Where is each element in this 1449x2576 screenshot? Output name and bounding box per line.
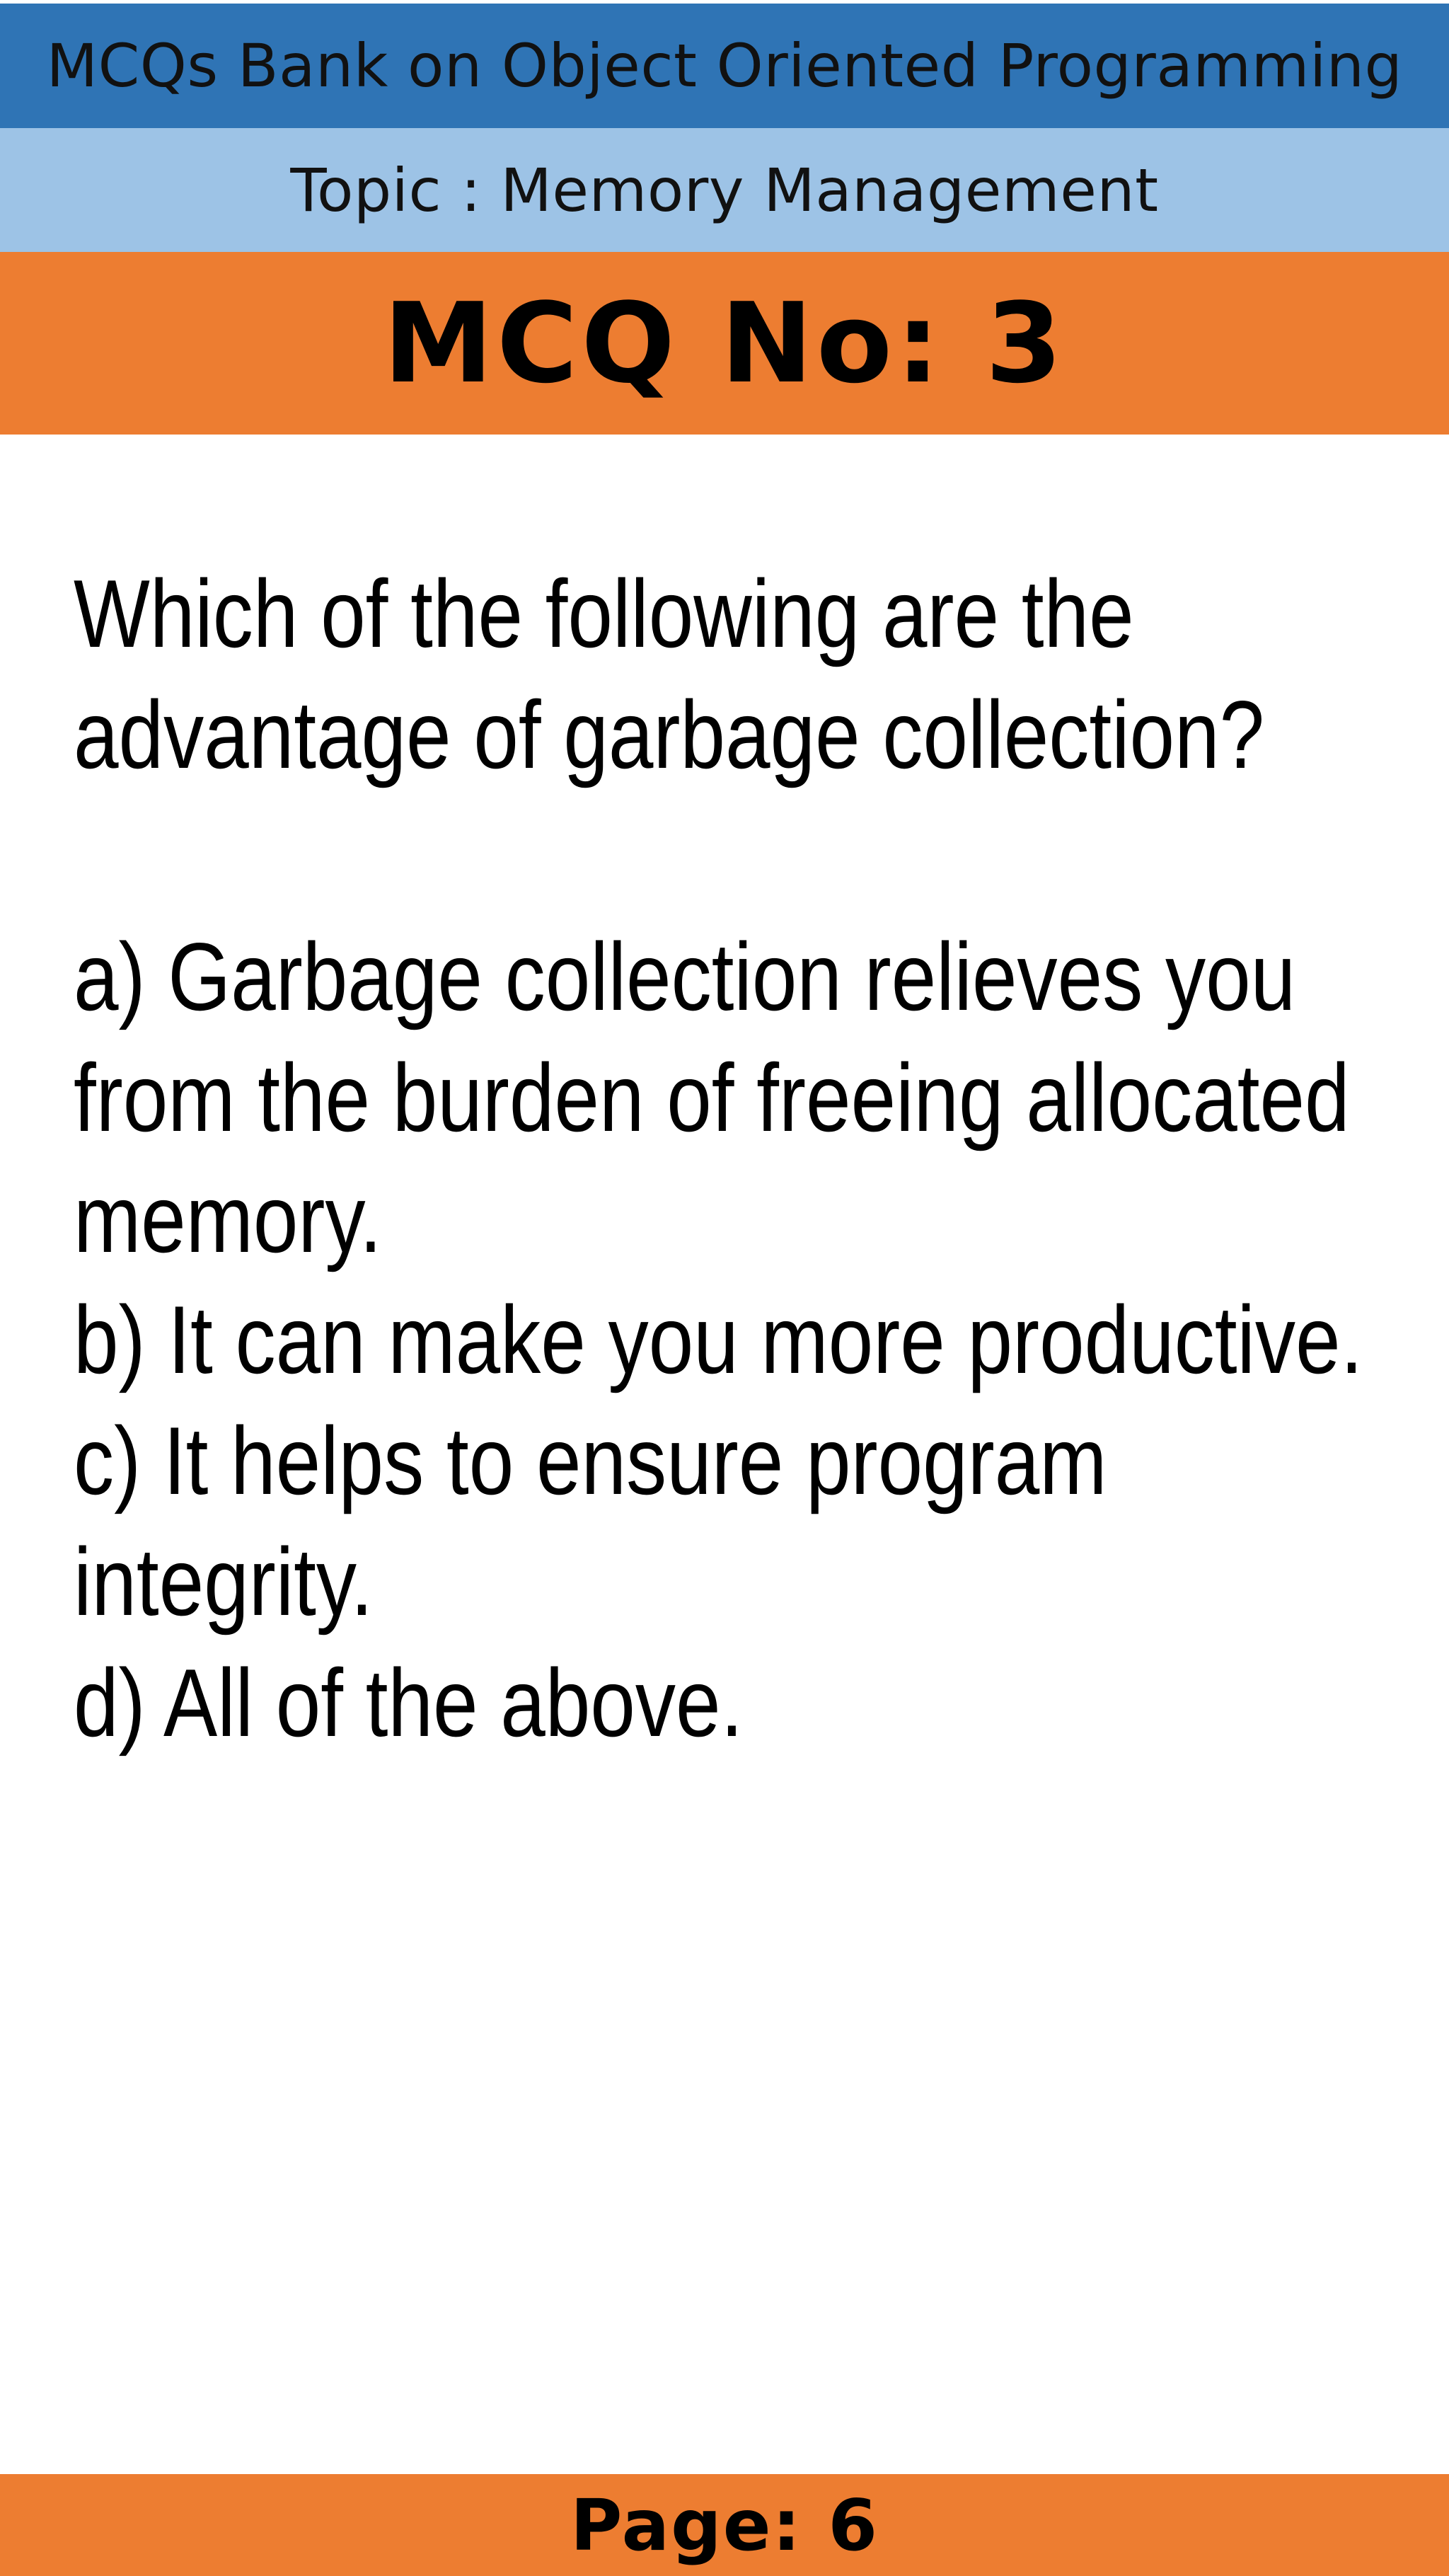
option-c-line-1: c) It helps to ensure program (74, 1407, 1107, 1514)
mcq-number: MCQ No: 3 (383, 279, 1066, 408)
option-d: d) All of the above. (74, 1649, 744, 1756)
option-a-line-1: a) Garbage collection relieves you (74, 923, 1296, 1030)
topic-title: Topic : Memory Management (290, 155, 1159, 225)
topic-banner (0, 128, 1449, 252)
mcq-number-banner (0, 252, 1449, 435)
question-line-1: Which of the following are the (74, 560, 1134, 667)
page-number: Page: 6 (570, 2483, 879, 2567)
page-footer-banner (0, 2474, 1449, 2576)
option-a-line-3: memory. (74, 1165, 382, 1272)
option-b: b) It can make you more productive. (74, 1286, 1363, 1393)
question-options-spacing (74, 795, 1215, 916)
question-line-2: advantage of garbage collection? (74, 681, 1265, 788)
option-a-line-2: from the burden of freeing allocated (74, 1044, 1350, 1151)
course-title: MCQs Bank on Object Oriented Programming (46, 31, 1403, 100)
course-title-banner (0, 4, 1449, 128)
question-content (74, 553, 1363, 1764)
option-c-line-2: integrity. (74, 1528, 374, 1635)
